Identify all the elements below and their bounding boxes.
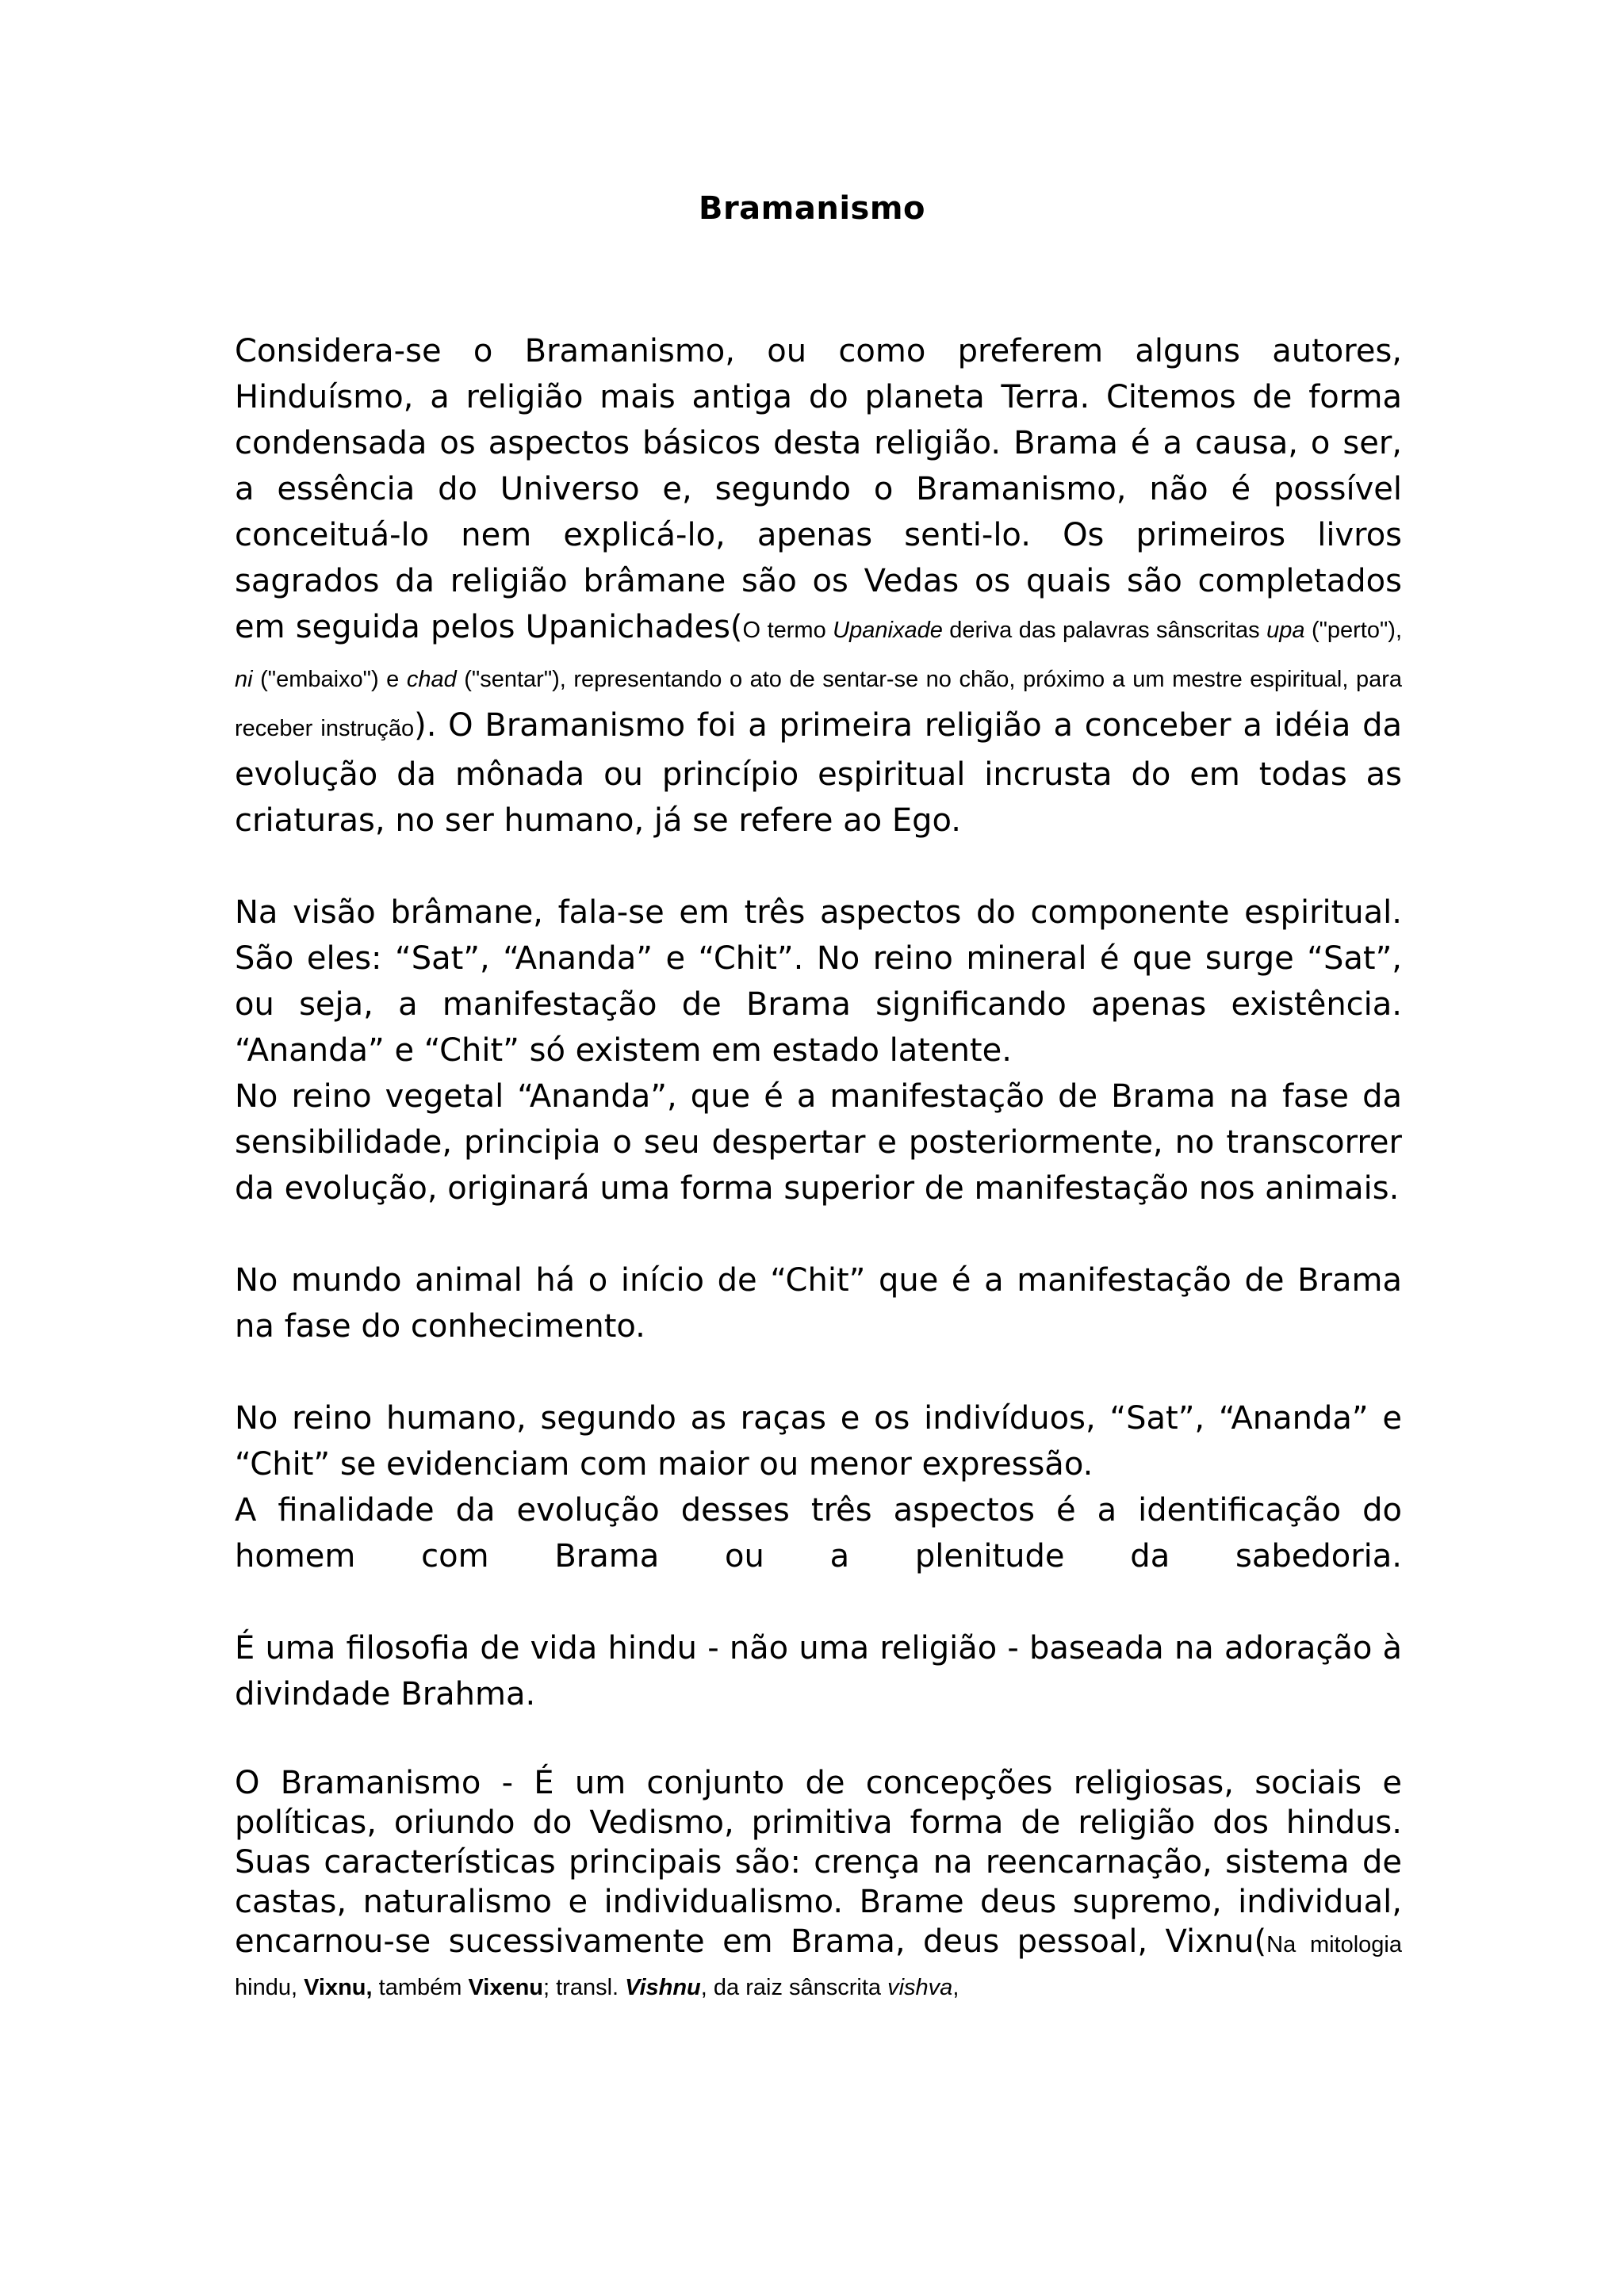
document-body: [235, 328, 1402, 2007]
note-term: upa: [1266, 618, 1305, 643]
spacer: [235, 1349, 1402, 1395]
note-text: também: [372, 1975, 469, 2000]
paragraph-8-text: O Bramanismo - É um conjunto de concepções religiosas, sociais e políticas, oriundo do Vedismo, primitiva forma de religião dos hindus. Suas características principais são: crença na reencarnação, sistema de castas, naturalismo e individualismo. Brame deus supremo, individual, encarnou-se sucessivamente em Brama, deus pessoal, Vixnu(: [235, 1765, 1402, 1960]
spacer: [235, 844, 1402, 890]
note-text: ,: [952, 1975, 959, 2000]
note-text: Na mitologia hindu,: [235, 1932, 1403, 2000]
paragraph-4: No mundo animal há o início de “Chit” que é a manifestação de Brama na fase do conhecimento.: [235, 1262, 1402, 1345]
note-text: ("embaixo") e: [252, 667, 407, 692]
note-text: , da raiz sânscrita: [700, 1975, 888, 2000]
paragraph-1-text: Considera-se o Bramanismo, ou como preferem alguns autores, Hinduísmo, a religião mais antiga do planeta Terra. Citemos de forma condensada os aspectos básicos desta religião. Brama é a causa, o ser, a essência do Universo e, segundo o Bramanismo, não é possível conceituá-lo nem explicá-lo, apenas senti-lo. Os primeiros livros sagrados da religião brâmane são os Vedas os quais são completados em seguida pelos Upanichades(: [235, 333, 1402, 645]
paragraph-7: É uma filosofia de vida hindu - não uma religião - baseada na adoração à divindade Brahma.: [235, 1630, 1402, 1712]
spacer: [235, 1211, 1402, 1257]
paragraph-1-continuation: ). O Bramanismo foi a primeira religião a conceber a idéia da evolução da mônada ou princípio espiritual incrusta do em todas as criaturas, no ser humano, já se refere ao Ego.: [235, 707, 1403, 839]
note-text: deriva das palavras sânscritas: [942, 618, 1267, 643]
spacer: [235, 1579, 1402, 1625]
spacer: [235, 1717, 1402, 1763]
note-term: vishva: [887, 1975, 953, 2000]
paragraph-3: No reino vegetal “Ananda”, que é a manifestação de Brama na fase da sensibilidade, principia o seu despertar e posteriormente, no transcorrer da evolução, originará uma forma superior de manifestação nos animais.: [235, 1078, 1402, 1207]
page-title: Bramanismo: [698, 190, 926, 227]
note-text: ("sentar"), representando o ato de sentar-se no chão, próximo a um mestre espiritual, para receber instrução: [235, 667, 1402, 741]
note-text: ; transl.: [543, 1975, 626, 2000]
note-term: Upanixade: [833, 618, 943, 643]
note-term: Vixnu,: [304, 1975, 373, 2000]
note-term: ni: [235, 667, 253, 692]
paragraph-5: No reino humano, segundo as raças e os indivíduos, “Sat”, “Ananda” e “Chit” se evidenciam com maior ou menor expressão.: [235, 1400, 1402, 1483]
paragraph-1: [235, 328, 1402, 844]
paragraph-8: [235, 1763, 1402, 2007]
paragraph-6: A finalidade da evolução desses três aspectos é a identificação do homem com Brama ou a plenitude da sabedoria.: [235, 1492, 1402, 1575]
note-text: O termo: [742, 618, 833, 643]
note-term: Vishnu: [625, 1975, 701, 2000]
note-term: Vixenu: [468, 1975, 544, 2000]
note-text: ("perto"),: [1304, 618, 1402, 643]
paragraph-2: Na visão brâmane, fala-se em três aspectos do componente espiritual. São eles: “Sat”, “Ananda” e “Chit”. No reino mineral é que surge “Sat”, ou seja, a manifestação de Brama significando apenas existência. “Ananda” e “Chit” só existem em estado latente.: [235, 894, 1402, 1069]
note-term: chad: [406, 667, 457, 692]
